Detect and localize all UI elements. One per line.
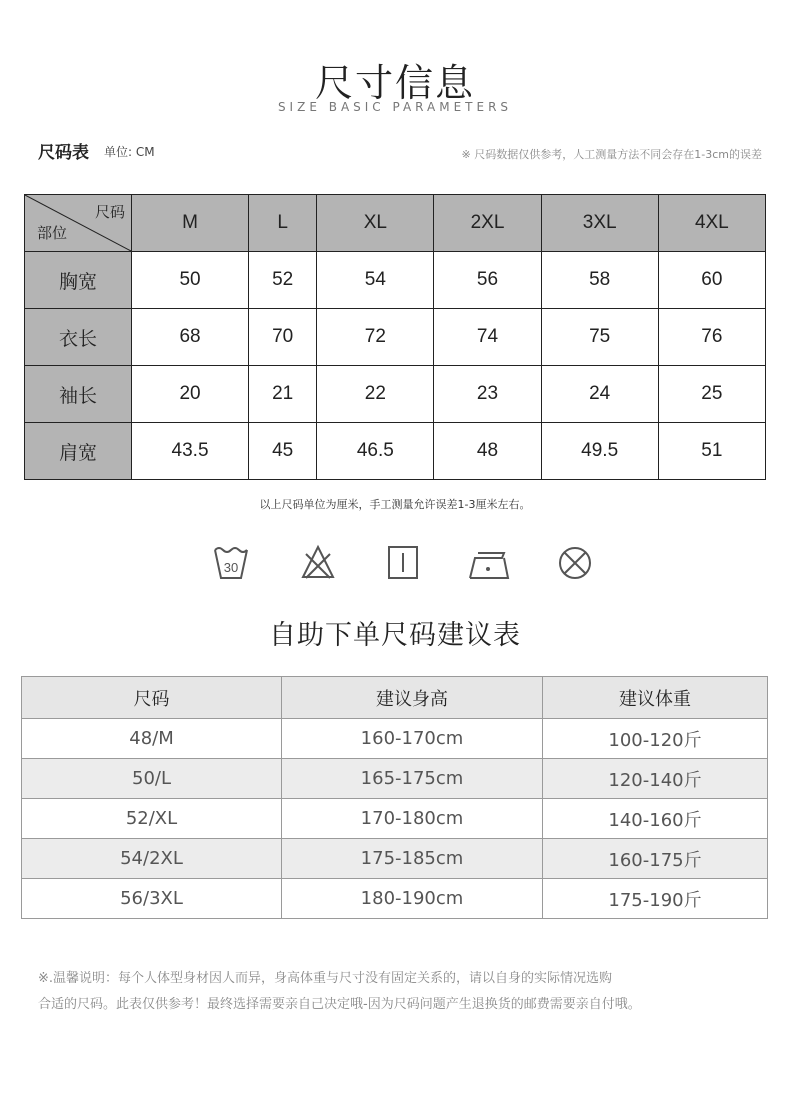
size-row-header: 胸宽 (25, 252, 132, 309)
size-cell: 50 (132, 252, 249, 309)
rec-cell-weight: 100-120斤 (543, 719, 768, 759)
rec-cell-height: 175-185cm (282, 839, 543, 879)
rec-cell-size: 56/3XL (22, 879, 282, 919)
size-col-header: 3XL (541, 195, 658, 252)
size-cell: 75 (541, 309, 658, 366)
rec-cell-height: 180-190cm (282, 879, 543, 919)
care-icons (0, 542, 790, 590)
size-cell: 22 (317, 366, 434, 423)
size-table-header-row (25, 195, 766, 252)
size-cell: 48 (434, 423, 541, 480)
size-table-row (25, 366, 766, 423)
iron-low-icon (466, 542, 512, 582)
size-table-row (25, 252, 766, 309)
wash-temp-label: 30 (223, 560, 239, 575)
recommend-title: 自助下单尺码建议表 (269, 620, 521, 651)
recommend-table (21, 676, 768, 919)
size-cell: 54 (317, 252, 434, 309)
size-table-label: 尺码表 (38, 143, 89, 163)
size-col-header: 2XL (434, 195, 541, 252)
size-col-header: 4XL (658, 195, 765, 252)
size-cell: 56 (434, 252, 541, 309)
size-cell: 20 (132, 366, 249, 423)
recommend-row (22, 879, 768, 919)
size-cell: 51 (658, 423, 765, 480)
no-bleach-icon (300, 542, 336, 582)
rec-cell-size: 52/XL (22, 799, 282, 839)
size-cell: 45 (249, 423, 317, 480)
page-title: 尺寸信息 (314, 61, 475, 105)
size-cell: 25 (658, 366, 765, 423)
rec-cell-height: 160-170cm (282, 719, 543, 759)
size-table (24, 194, 766, 480)
rec-cell-weight: 160-175斤 (543, 839, 768, 879)
size-table-footnote: 以上尺码单位为厘米，手工测量允许误差1-3厘米左右。 (259, 498, 531, 511)
rec-cell-size: 54/2XL (22, 839, 282, 879)
size-cell: 72 (317, 309, 434, 366)
size-cell: 76 (658, 309, 765, 366)
size-cell: 52 (249, 252, 317, 309)
rec-col-header-weight: 建议体重 (543, 677, 768, 719)
rec-cell-height: 170-180cm (282, 799, 543, 839)
size-cell: 60 (658, 252, 765, 309)
size-table-row (25, 309, 766, 366)
footnote-line-2: 合适的尺码。此表仅供参考！最终选择需要亲自己决定哦-因为尺码问题产生退换货的邮费需要亲自付哦。 (38, 997, 641, 1012)
size-cell: 49.5 (541, 423, 658, 480)
footnote-line-1: ※.温馨说明：每个人体型身材因人而异，身高体重与尺寸没有固定关系的，请以自身的实际情况选购 (38, 971, 613, 986)
size-cell: 21 (249, 366, 317, 423)
size-table-corner (25, 195, 132, 252)
corner-part-label: 部位 (37, 225, 68, 242)
rec-cell-weight: 120-140斤 (543, 759, 768, 799)
recommend-row (22, 719, 768, 759)
size-col-header: M (132, 195, 249, 252)
recommend-row (22, 839, 768, 879)
size-table-row (25, 423, 766, 480)
rec-cell-height: 165-175cm (282, 759, 543, 799)
size-table-unit: 单位: CM (104, 145, 155, 159)
size-cell: 43.5 (132, 423, 249, 480)
size-col-header: XL (317, 195, 434, 252)
size-col-header: L (249, 195, 317, 252)
rec-cell-size: 50/L (22, 759, 282, 799)
size-row-header: 肩宽 (25, 423, 132, 480)
rec-cell-weight: 140-160斤 (543, 799, 768, 839)
size-cell: 24 (541, 366, 658, 423)
size-table-note: ※ 尺码数据仅供参考，人工测量方法不同会存在1-3cm的误差 (461, 148, 762, 161)
hang-dry-icon (386, 542, 420, 582)
rec-cell-weight: 175-190斤 (543, 879, 768, 919)
no-dry-clean-icon (556, 542, 594, 582)
size-row-header: 衣长 (25, 309, 132, 366)
recommend-header-row (22, 677, 768, 719)
recommend-row (22, 759, 768, 799)
page-subtitle: SIZE BASIC PARAMETERS (277, 100, 513, 114)
corner-size-label: 尺码 (94, 204, 125, 221)
wash-30-icon (212, 542, 250, 582)
size-row-header: 袖长 (25, 366, 132, 423)
rec-col-header-height: 建议身高 (282, 677, 543, 719)
rec-cell-size: 48/M (22, 719, 282, 759)
rec-col-header-size: 尺码 (22, 677, 282, 719)
size-cell: 23 (434, 366, 541, 423)
size-cell: 46.5 (317, 423, 434, 480)
size-cell: 58 (541, 252, 658, 309)
size-cell: 74 (434, 309, 541, 366)
size-cell: 70 (249, 309, 317, 366)
footnote (38, 966, 768, 1018)
size-cell: 68 (132, 309, 249, 366)
recommend-row (22, 799, 768, 839)
